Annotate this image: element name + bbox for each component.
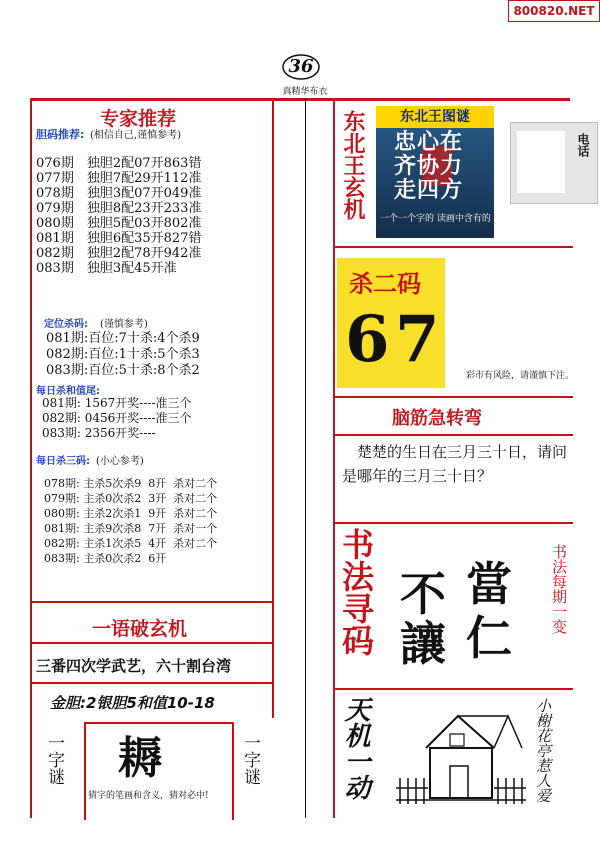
northeast-poem	[394, 130, 494, 202]
list-item: 081期 独胆6配35开827错	[36, 231, 202, 246]
list-item: 078期 独胆3配07开049准	[36, 186, 202, 201]
poem-line: 齐协力	[394, 153, 464, 179]
list-item: 080期 独胆5配03开802准	[36, 216, 202, 231]
kill-two-digit: 6	[345, 302, 390, 377]
brain-mid-line	[333, 434, 573, 436]
list-item: 082期: 主杀1次杀5 4开 杀对二个	[44, 537, 218, 550]
list-item: 083期:百位:5十杀:8个杀2	[46, 363, 200, 378]
calligraphy-side-label: 书法每期一变	[550, 544, 568, 634]
kill-two-box	[337, 258, 445, 388]
expert-title: 专家推荐	[100, 108, 177, 130]
daily-label: 每日杀和值尾:	[36, 386, 100, 397]
list-item: 083期 独胆3配45开准	[36, 261, 177, 276]
courage-note: (相信自己,谨慎参考)	[90, 130, 181, 141]
frame-mid-right-line	[333, 98, 335, 818]
handwriting-left: 天机一动	[340, 696, 370, 800]
calligraphy-char: 讓	[400, 617, 446, 671]
courage-label: 胆码推荐:	[36, 128, 85, 141]
list-item: 079期: 主杀0次杀2 3开 杀对二个	[44, 492, 218, 505]
riddle-side-left: 一字谜	[44, 734, 64, 785]
position-list	[46, 331, 200, 379]
list-item: 083期: 主杀0次杀2 6开	[44, 552, 167, 565]
frame-mid-left-line	[272, 98, 274, 718]
brain-question: 楚楚的生日在三月三十日，请问是哪年的三月三十日？	[342, 443, 568, 485]
phone-label: 电话	[576, 133, 590, 157]
brain-top-line	[333, 396, 573, 398]
calligraphy-art	[386, 540, 536, 671]
calligraphy-char: 當	[466, 557, 512, 611]
kill-two-title: 杀二码	[349, 270, 421, 298]
calligraphy-top-line	[333, 522, 573, 524]
northeast-caption: 一个一个字的 读画中含有的	[380, 214, 491, 224]
mystery-title: 一语破玄机	[92, 618, 188, 640]
list-item: 080期: 主杀2次杀1 9开 杀对二个	[44, 507, 218, 520]
bottom-right-top-line	[333, 688, 573, 690]
header-logo	[282, 54, 320, 80]
poem-line: 走四方	[394, 177, 464, 203]
list-item: 077期 独胆7配29开112准	[36, 171, 202, 186]
list-item: 082期 独胆2配78开942准	[36, 246, 202, 261]
northeast-box-title: 东北王图谜	[376, 106, 494, 128]
header-subtitle: 真精华布衣	[282, 87, 328, 97]
position-label: 定位杀码:	[44, 319, 88, 330]
kill-top-line	[333, 246, 573, 248]
northeast-vertical-title: 东北王玄机	[340, 110, 366, 220]
three-note: (小心参考)	[96, 456, 144, 467]
position-note: (谨慎参考)	[100, 319, 148, 330]
site-badge: 800820.NET	[508, 0, 600, 22]
list-item: 083期: 2356开奖----	[42, 426, 156, 440]
calligraphy-vertical-title: 书法寻码	[337, 528, 375, 656]
riddle-character: 耨	[118, 733, 162, 784]
phone-card	[510, 122, 598, 204]
frame-top-line	[30, 98, 570, 101]
brain-title: 脑筋急转弯	[392, 408, 482, 429]
list-item: 082期:百位:1十杀:5个杀3	[46, 347, 200, 362]
list-item: 081期: 1567开奖----准三个	[42, 396, 192, 410]
northeast-image	[376, 106, 494, 238]
list-item: 079期 独胆8配23开233准	[36, 201, 202, 216]
mystery-mid-line	[30, 642, 273, 644]
list-item: 081期: 主杀9次杀8 7开 杀对一个	[44, 522, 218, 535]
courage-list	[36, 156, 272, 276]
three-list	[44, 476, 217, 566]
riddle-side-right: 一字谜	[240, 734, 260, 785]
daily-list	[42, 396, 192, 441]
list-item: 078期: 主杀5次杀9 8开 杀对二个	[44, 477, 218, 490]
three-label: 每日杀三码:	[36, 456, 90, 467]
calligraphy-char: 仁	[466, 611, 512, 665]
mystery-top-line	[30, 601, 273, 603]
list-item: 082期: 0456开奖----准三个	[42, 411, 192, 425]
mystery-verse: 三番四次学武艺，六十割台湾	[36, 657, 232, 675]
list-item: 081期:百位:7十杀:4个杀9	[46, 331, 200, 346]
frame-center-line	[305, 98, 306, 818]
logo-number: 36	[288, 56, 314, 77]
house-icon	[396, 708, 526, 808]
handwriting-right: 小榭花亭惹人爱	[534, 698, 552, 803]
house-drawing	[396, 708, 526, 812]
list-item: 076期 独胆2配07开863错	[36, 156, 202, 171]
phone-card-blank	[517, 131, 565, 193]
riddle-hint: 猜字的笔画和含义，猜对必中!	[88, 791, 209, 801]
poem-line: 忠心在	[394, 129, 464, 155]
mystery-bottom-line	[30, 682, 273, 684]
frame-left-line	[30, 98, 32, 818]
calligraphy-char: 不	[400, 567, 446, 621]
kill-two-digit: 7	[395, 302, 440, 377]
mystery-numbers: 金胆:2银胆5和值10-18	[50, 694, 215, 712]
risk-warning: 彩市有风险，请谨慎下注。	[466, 371, 575, 381]
